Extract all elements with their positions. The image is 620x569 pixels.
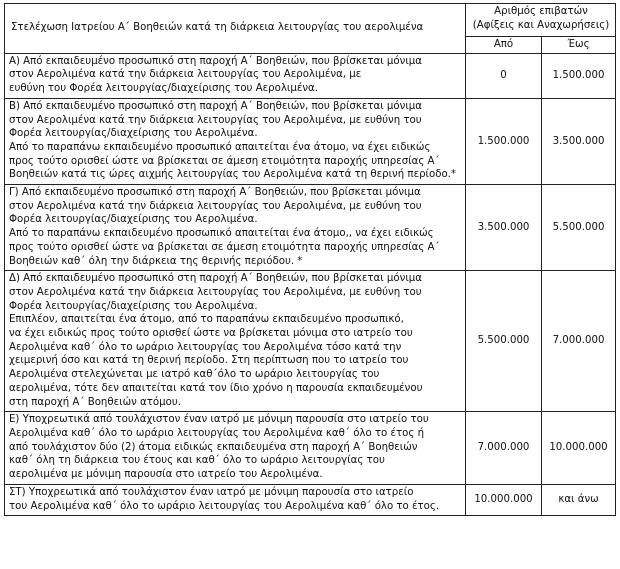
description-line: Γ) Από εκπαιδευμένο προσωπικό στη παροχή Α΄ Βοηθειών, που βρίσκεται μόνιμα — [9, 187, 421, 199]
table-row — [5, 412, 616, 485]
description-line: Επιπλέον, απαιτείται ένα άτομο, από το παραπάνω εκπαιδευμένο προσωπικό, — [9, 314, 404, 326]
to-column-header: Έως — [542, 37, 616, 54]
passengers-to-cell: και άνω — [542, 484, 616, 515]
passengers-to-cell: 7.000.000 — [542, 271, 616, 412]
description-line: Βοηθειών καθ΄ όλη την διάρκεια της θερινής περιόδου. * — [9, 255, 303, 267]
description-line: προς τούτο ορισθεί ώστε να βρίσκεται σε άμεση ετοιμότητα παροχής υπηρεσίας Α΄ — [9, 155, 440, 167]
passengers-to-cell: 1.500.000 — [542, 53, 616, 98]
passengers-to-cell: 3.500.000 — [542, 98, 616, 184]
description-line: Αερολιμένα καθ΄ όλο το ωράριο λειτουργίας του Αερολιμένα καθ΄ όλο το έτος ή — [9, 427, 425, 439]
description-line: στον Αερολιμένα κατά την διάρκεια λειτουργίας του Αερολιμένα, με ευθύνη του — [9, 286, 422, 298]
description-line: στον Αερολιμένα κατά την διάρκεια λειτουργίας του Αερολιμένα, με ευθύνη του — [9, 200, 422, 212]
description-line: Α) Από εκπαιδευμένο προσωπικό στη παροχή Α΄ Βοηθειών, που βρίσκεται μόνιμα — [9, 55, 422, 67]
description-line: χειμερινή όσο και κατά τη θερινή περίοδο. Στη περίπτωση που το ιατρείο του — [9, 355, 409, 367]
description-line: από τουλάχιστον δύο (2) άτομα ειδικώς εκπαιδευμένα στη παροχή Α΄ Βοηθειών — [9, 441, 418, 453]
description-line: Ε) Υποχρεωτικά από τουλάχιστον έναν ιατρό με μόνιμη παρουσία στο ιατρείο του — [9, 414, 429, 426]
staffing-description — [5, 484, 466, 515]
description-line: ευθύνη του Φορέα λειτουργίας/διαχείρισης του Αερολιμένα. — [9, 83, 318, 95]
passengers-to-cell: 5.500.000 — [542, 185, 616, 271]
passengers-from-cell: 0 — [466, 53, 542, 98]
description-line: στη παροχή Α΄ Βοηθειών ατόμου. — [9, 396, 181, 408]
table-row — [5, 185, 616, 271]
airport-first-aid-staffing-table — [4, 3, 616, 516]
passengers-from-cell: 7.000.000 — [466, 412, 542, 485]
description-line: καθ΄ όλη τη διάρκεια του έτους και καθ΄ όλο το ωράριο λειτουργίας του — [9, 455, 385, 467]
description-line: Β) Από εκπαιδευμένο προσωπικό στη παροχή Α΄ Βοηθειών, που βρίσκεται μόνιμα — [9, 100, 422, 112]
staffing-description — [5, 271, 466, 412]
from-column-header: Από — [466, 37, 542, 54]
passengers-from-cell: 5.500.000 — [466, 271, 542, 412]
passengers-from-cell: 1.500.000 — [466, 98, 542, 184]
description-line: του Αερολιμένα καθ΄ όλο το ωράριο λειτουργίας του Αερολιμένα καθ΄ όλο το έτος. — [9, 500, 440, 512]
description-line: προς τούτο ορισθεί ώστε να βρίσκεται σε άμεση ετοιμότητα παροχής υπηρεσίας Α΄ — [9, 241, 440, 253]
description-line: αερολιμένα με μόνιμη παρουσία στο ιατρείο του Αερολιμένα. — [9, 469, 323, 481]
description-line: στον Αερολιμένα κατά την διάρκεια λειτουργίας του Αερολιμένα, με ευθύνη του — [9, 114, 422, 126]
table-row — [5, 271, 616, 412]
description-line: Δ) Από εκπαιδευμένο προσωπικό στη παροχή Α΄ Βοηθειών, που βρίσκεται μόνιμα — [9, 273, 422, 285]
table-row — [5, 484, 616, 515]
passengers-from-cell: 10.000.000 — [466, 484, 542, 515]
table-row — [5, 53, 616, 98]
description-line: Φορέα λειτουργίας/διαχείρισης του Αερολιμένα. — [9, 214, 258, 226]
description-line: Βοηθειών κατά τις ώρες αιχμής λειτουργίας του Αερολιμένα κατά τη θερινή περίοδο.* — [9, 169, 457, 181]
passengers-header-line1: Αριθμός επιβατών — [494, 6, 588, 17]
description-line: Φορέα λειτουργίας/διαχείρισης του Αερολιμένα. — [9, 300, 258, 312]
staffing-description — [5, 53, 466, 98]
description-line: στον Αερολιμένα κατά την διάρκεια λειτουργίας του Αερολιμένα, με — [9, 69, 362, 81]
staffing-description — [5, 412, 466, 485]
passengers-to-cell: 10.000.000 — [542, 412, 616, 485]
description-line: Αερολιμένα καθ΄ όλο το ωράριο λειτουργίας του Αερολιμένα τόσο κατά την — [9, 341, 402, 353]
description-line: Φορέα λειτουργίας/διαχείρισης του Αερολιμένα. — [9, 128, 258, 140]
description-line: Αερολιμένα στελεχώνεται με ιατρό καθ΄όλο το ωράριο λειτουργίας του — [9, 369, 380, 381]
passengers-from-cell: 3.500.000 — [466, 185, 542, 271]
description-line: να έχει ειδικώς προς τούτο ορισθεί ώστε να βρίσκεται μόνιμα στο ιατρείο του — [9, 328, 413, 340]
description-line: ΣΤ) Υποχρεωτικά από τουλάχιστον έναν ιατρό με μόνιμη παρουσία στο ιατρείο — [9, 486, 414, 498]
staffing-description — [5, 98, 466, 184]
staffing-column-header: Στελέχωση Ιατρείου Α΄ Βοηθειών κατά τη διάρκεια λειτουργίας του αερολιμένα — [5, 4, 466, 54]
staffing-description — [5, 185, 466, 271]
description-line: αερολιμένα, τότε δεν απαιτείται κατά τον ίδιο χρόνο η παρουσία εκπαιδευμένου — [9, 382, 423, 394]
passengers-column-header — [466, 4, 616, 37]
table-row — [5, 98, 616, 184]
passengers-header-line2: (Αφίξεις και Αναχωρήσεις) — [472, 19, 610, 31]
description-line: Από το παραπάνω εκπαιδευμένο προσωπικό απαιτείται ένα άτομο, να έχει ειδικώς — [9, 141, 431, 153]
description-line: Από το παραπάνω εκπαιδευμένο προσωπικό απαιτείται ένα άτομο,, να έχει ειδικώς — [9, 228, 434, 240]
